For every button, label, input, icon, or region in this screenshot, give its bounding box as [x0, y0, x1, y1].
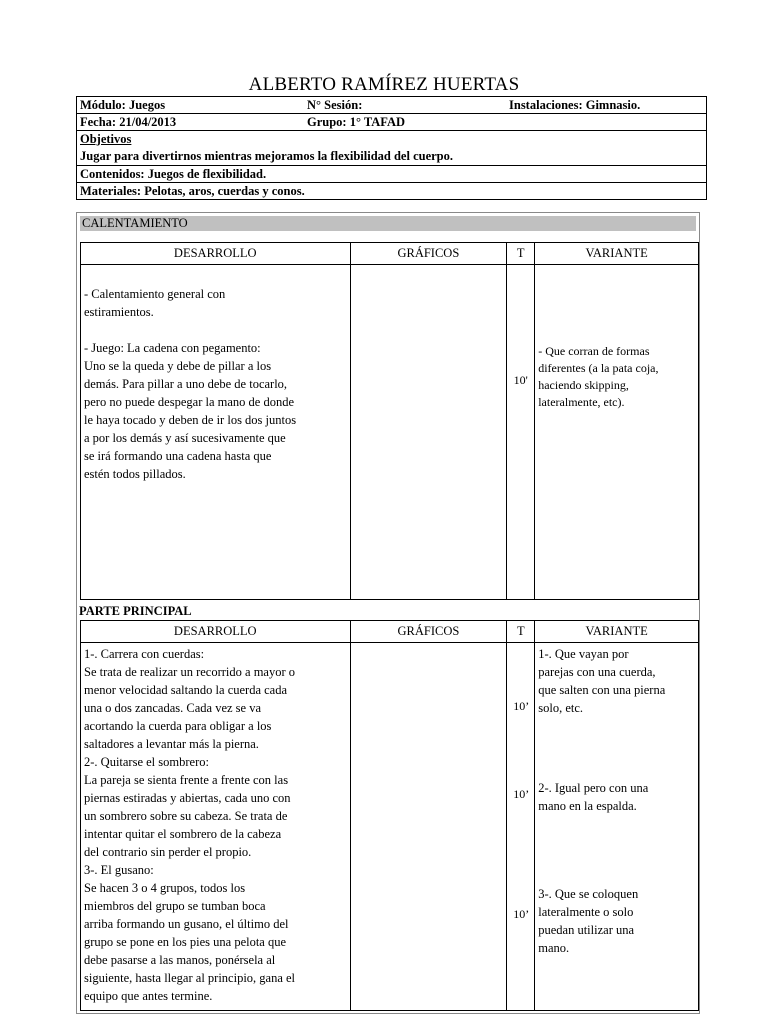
principal-time-1: 10’: [513, 699, 530, 713]
principal-variantes: [535, 643, 699, 1011]
principal-variante-2: 2-. Igual pero con una mano en la espalda.: [538, 781, 649, 813]
col-graficos-header: GRÁFICOS: [350, 621, 507, 643]
fecha-field: Fecha: 21/04/2013: [80, 115, 177, 129]
session-info-table: [76, 96, 707, 200]
sesion-field: N° Sesión:: [307, 98, 363, 112]
calentamiento-heading: CALENTAMIENTO: [80, 216, 696, 231]
calentamiento-graficos: [350, 265, 507, 600]
objetivos-row: [77, 131, 706, 166]
info-row-2: [77, 114, 706, 131]
principal-time-2: 10’: [513, 787, 530, 801]
contenidos-row: Contenidos: Juegos de flexibilidad.: [77, 166, 706, 183]
document-title: ALBERTO RAMÍREZ HUERTAS: [248, 74, 520, 95]
principal-time-3: 10’: [513, 907, 530, 921]
modulo-field: Módulo: Juegos: [80, 98, 166, 112]
calentamiento-time: 10': [507, 265, 535, 600]
col-graficos-header: GRÁFICOS: [350, 243, 507, 265]
col-t-header: T: [507, 243, 535, 265]
principal-variante-3: 3-. Que se coloquen lateralmente o solo puedan utilizar una mano.: [538, 887, 639, 955]
col-desarrollo-header: DESARROLLO: [81, 621, 351, 643]
principal-graficos: [350, 643, 507, 1011]
col-desarrollo-header: DESARROLLO: [81, 243, 351, 265]
principal-variante-1: 1-. Que vayan por parejas con una cuerda, que salten con una pierna solo, etc.: [538, 647, 666, 715]
info-row-1: [77, 97, 706, 114]
calentamiento-desarrollo: - Calentamiento general con estiramientos. - Juego: La cadena con pegamento: Uno se la queda y debe de pillar a los demás. Para pillar a uno debe de tocarlo, pero no puede despegar la mano de donde le haya tocado y deben de ir los dos juntos a por los demás y así sucesivamente que se irá formando una cadena hasta que estén todos pillados.: [81, 265, 351, 600]
principal-times: [507, 643, 535, 1011]
materiales-row: Materiales: Pelotas, aros, cuerdas y conos.: [80, 184, 305, 198]
principal-table: [80, 620, 699, 1011]
calentamiento-table: [80, 242, 699, 600]
instalaciones-field: Instalaciones: Gimnasio.: [509, 98, 641, 112]
objetivos-label: Objetivos: [80, 132, 132, 146]
grupo-field: Grupo: 1° TAFAD: [307, 115, 406, 129]
col-variante-header: VARIANTE: [535, 621, 699, 643]
col-variante-header: VARIANTE: [535, 243, 699, 265]
col-t-header: T: [507, 621, 535, 643]
objetivos-text: Jugar para divertirnos mientras mejoramos la flexibilidad del cuerpo.: [80, 149, 454, 163]
principal-desarrollo: 1-. Carrera con cuerdas: Se trata de realizar un recorrido a mayor o menor velocidad saltando la cuerda cada una o dos zancadas. Cada vez se va acortando la cuerda para obligar a los saltadores a levantar más la pierna. 2-. Quitarse el sombrero: La pareja se sienta frente a frente con las piernas estiradas y abiertas, cada uno con un sombrero sobre su cabeza. Se trata de intentar quitar el sombrero de la cabeza del contrario sin perder el propio. 3-. El gusano: Se hacen 3 o 4 grupos, todos los miembros del grupo se tumban boca arriba formando un gusano, el último del grupo se pone en los pies una pelota que debe pasarse a las manos, ponérsela al siguiente, hasta llegar al principio, gana el equipo que antes termine.: [81, 643, 351, 1011]
parte-principal-heading: PARTE PRINCIPAL: [79, 604, 192, 618]
calentamiento-variante: - Que corran de formas diferentes (a la pata coja, haciendo skipping, lateralmente, etc).: [535, 265, 699, 600]
